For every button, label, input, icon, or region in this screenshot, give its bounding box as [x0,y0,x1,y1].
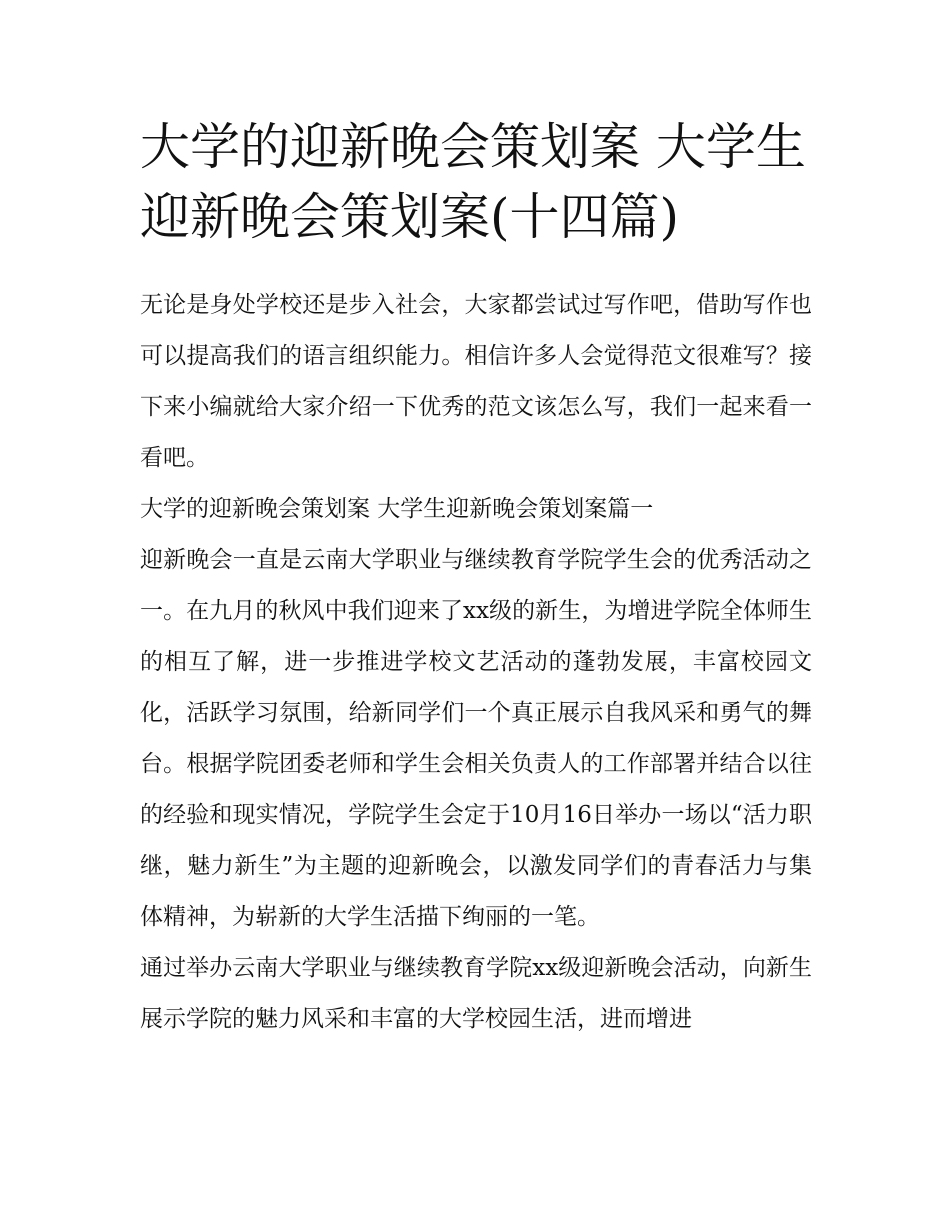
document-title: 大学的迎新晚会策划案 大学生迎新晚会策划案(十四篇) [140,118,806,246]
intro-paragraph: 无论是身处学校还是步入社会，大家都尝试过写作吧，借助写作也可以提高我们的语言组织能力。相信许多人会觉得范文很难写？接下来小编就给大家介绍一下优秀的范文该怎么写，我们一起来看一看吧。 [140,292,812,471]
body-paragraph: 通过举办云南大学职业与继续教育学院xx级迎新晚会活动，向新生展示学院的魅力风采和丰富的大学校园生活，进而增进 [140,955,812,1032]
document-body [140,280,812,1045]
body-paragraph: 迎新晚会一直是云南大学职业与继续教育学院学生会的优秀活动之一。在九月的秋风中我们迎来了xx级的新生，为增进学院全体师生的相互了解，进一步推进学校文艺活动的蓬勃发展，丰富校园文化，活跃学习氛围，给新同学们一个真正展示自我风采和勇气的舞台。根据学院团委老师和学生会相关负责人的工作部署并结合以往的经验和现实情况，学院学生会定于10月16日举办一场以“活力职继，魅力新生”为主题的迎新晚会，以激发同学们的青春活力与集体精神，为崭新的大学生活描下绚丽的一笔。 [140,547,812,930]
document-content [140,112,812,1045]
section-heading: 大学的迎新晚会策划案 大学生迎新晚会策划案篇一 [140,496,654,522]
